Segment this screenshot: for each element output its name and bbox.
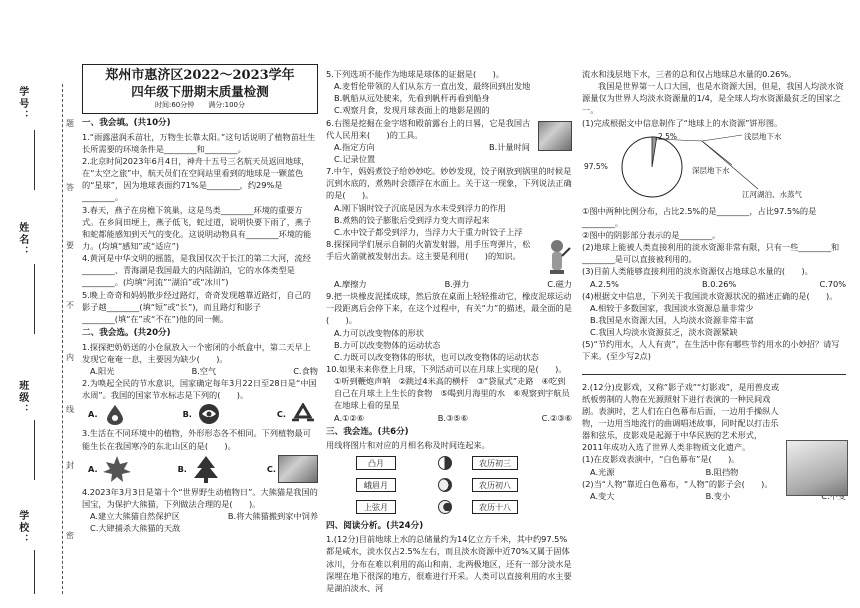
question[interactable]: 4.2023年3月3日是第十个“世界野生动植物日”。大熊猫是我国的国宝，为保护大熊猫，下列做法合理的是( )。 <box>82 486 318 509</box>
option[interactable]: B.我国是水资源大国，人均淡水资源非常丰富 <box>590 314 754 325</box>
question[interactable]: (1)在皮影戏表演中，“白色幕布”是( )。 <box>582 454 740 465</box>
sundial-photo <box>538 121 572 151</box>
seal-word: 要 <box>66 241 74 250</box>
option[interactable]: B.力可以改变物体的运动状态 <box>334 339 441 350</box>
moon-matching <box>326 454 572 518</box>
question[interactable]: 7.中午，妈妈煮饺子给妙妙吃。妙妙发现，饺子刚放到锅里的时候是沉到水底的，煮熟时会漂浮在水面上。关于这一现象，下列说法正确的是( )。 <box>326 166 572 201</box>
seal-word: 不 <box>66 301 74 310</box>
water-drop-logo-icon <box>100 403 130 425</box>
class-label: 班级： <box>16 380 28 416</box>
reading-passage: 流水和浅层地下水，三者的总和仅占地球总水量的0.26%。 <box>582 69 797 79</box>
pie-label: 2.5% <box>658 131 678 141</box>
question[interactable]: 1.“雨露滋润禾苗壮，万物生长靠太阳。”这句话说明了植物苗壮生长所需要的环境条件是________和________。 <box>82 131 316 154</box>
moon-phase-name[interactable]: 上弦月 <box>356 500 396 514</box>
exam-title-line2: 四年级下册期末质量检测 <box>131 84 269 99</box>
moon-phase-name[interactable]: 峨眉月 <box>356 478 396 492</box>
binding-strip <box>0 0 78 608</box>
rocket-launcher-girl-icon <box>542 238 572 278</box>
lunar-date[interactable]: 农历初八 <box>472 478 518 492</box>
maple-leaf-icon <box>100 454 134 484</box>
question[interactable]: 2.为唤起全民的节水意识，国家确定每年3月22日至28日是“中国水周”。我国的国家节水标志是下列的( )。 <box>82 378 317 401</box>
school-line[interactable] <box>34 550 35 594</box>
pie-label: 浅层地下水 <box>744 131 782 141</box>
answer-line[interactable] <box>582 363 846 375</box>
option[interactable]: B.空气 <box>191 365 217 376</box>
option[interactable]: A.指定方向 <box>334 141 375 152</box>
option[interactable]: A. <box>88 403 130 425</box>
reading-passage: 2.(12分)皮影戏，又称“影子戏”“灯影戏”，是用兽皮或纸板剪制的人物在光源照射下进行表演的一种民间戏剧。表演时，艺人们在白色幕布后面，一边用手操纵人物，一边用当地流行的曲调唱述故事，同时配以打击乐器和弦乐，皮影戏是起源于中华民族的艺术形式，2011年成功入选了世界人类非物质文化遗产。 <box>582 381 780 453</box>
options <box>326 278 572 290</box>
water-resource-pie-chart <box>582 131 846 203</box>
question[interactable]: 5.下列选项不能作为地球是球体的证据是( )。 <box>326 69 504 79</box>
image-options <box>82 403 318 425</box>
moon-phase-icon[interactable] <box>438 478 452 492</box>
seal-word: 封 <box>66 461 74 470</box>
option[interactable]: B.弹力 <box>444 278 470 289</box>
question[interactable]: 9.把一块橡皮泥揉成球，然后放在桌面上轻轻推动它，橡皮泥球运动一段距离后会停下来，在这个过程中，有关“力”的描述，最全面的是( )。 <box>326 291 572 326</box>
option[interactable]: C. <box>267 455 318 483</box>
section-heading: 二、我会选。(共20分) <box>82 327 171 338</box>
seal-word: 答 <box>66 183 74 192</box>
option[interactable]: C.②③⑥ <box>541 412 572 423</box>
option[interactable]: C.我国人均淡水资源贫乏，淡水资源紧缺 <box>590 327 738 338</box>
option[interactable]: B.将大熊猫搬到家中饲养 <box>227 510 318 521</box>
section-heading: 四、阅读分析。(共24分) <box>326 520 424 531</box>
lunar-date[interactable]: 农历初三 <box>472 456 518 470</box>
option[interactable]: C.大肆捕杀大熊猫的天敌 <box>90 523 181 534</box>
option[interactable]: B.③⑤⑥ <box>437 412 468 423</box>
column-3 <box>582 68 846 502</box>
option[interactable]: B.帆船从远处驶来，先看到帆杆再看到船身 <box>334 93 490 104</box>
option[interactable]: B. <box>178 454 223 484</box>
option[interactable]: C.水中饺子都受到浮力，当浮力大于重力时饺子上浮 <box>334 226 523 237</box>
image-options <box>82 454 318 484</box>
question[interactable]: ①图中两种比例分布，占比2.5%的是________，占比97.5%的是________。 <box>582 205 817 228</box>
reading-passage: 1.(12分)目前地球上水的总储量约为14亿立方千米，其中约97.5%都是咸水，淡水仅占2.5%左右，而且淡水资源中近70%又属于固体冰川，分布在难以利用的高山和南、北两极地区，还有一部分淡水是深埋在地下很深的地方，很难进行开采。人类可以直接利用的水主要是湖泊淡水、河 <box>326 534 572 593</box>
reading-passage: 我国是世界第一人口大国，也是水资源大国，但是，我国人均淡水资源量仅为世界人均淡水资源量的1/4，是全球人均水资源最贫乏的国家之一。 <box>582 81 844 116</box>
option[interactable]: A.光源 <box>590 466 615 477</box>
section-instruction: 用线将图片和对应的月相名称及时间连起来。 <box>326 440 490 451</box>
option[interactable]: A.建立大熊猫自然保护区 <box>90 510 180 521</box>
question[interactable]: 2.北京时间2023年6月4日，神舟十五号三名航天员返回地球，在“太空之旅”中，航天员们在空间站里看到的地球是一颗蓝色的“星球”，因为地球表面约71%是________，约29%是________。 <box>82 156 310 203</box>
option[interactable]: B.计量时间 <box>489 141 530 152</box>
seal-word: 内 <box>66 353 74 362</box>
option[interactable]: A.刚下锅时饺子沉底是因为水未受到浮力的作用 <box>334 202 506 213</box>
column-2 <box>326 68 572 594</box>
section-heading: 一、我会填。(共10分) <box>82 118 171 128</box>
lunar-date[interactable]: 农历十八 <box>472 500 518 514</box>
question[interactable]: (2)当“人物”靠近白色幕布，“人物”的影子会( )。 <box>582 478 773 489</box>
question[interactable]: 1.探探把奶奶送的小仓鼠放入一个密闭的小纸盒中，第二天早上发现它奄奄一息，主要因为缺少( )。 <box>82 341 311 364</box>
student-number-line[interactable] <box>34 130 35 190</box>
student-name-label: 姓名： <box>16 222 28 258</box>
moon-phase-name[interactable]: 凸月 <box>356 456 396 470</box>
seal-dashed-line <box>62 84 63 594</box>
option[interactable]: C.观察月食，发现月球表面上的地影是圆的 <box>334 105 490 116</box>
column-1 <box>82 64 318 534</box>
options <box>582 278 846 290</box>
option[interactable]: C.食物 <box>293 365 318 376</box>
pie-label: 深层地下水 <box>692 165 730 175</box>
question-activities: ①听到鞭炮声响 ②跳过4米高的横杆 ③“袋鼠式”走路 ④吃到自己在月球土上生长的食物 ⑤喝到月海里的水 ⑥观察到宇航员在地球上看的星星 <box>334 376 570 411</box>
options <box>82 365 318 377</box>
option[interactable]: B.阻挡物 <box>705 466 739 477</box>
student-number-label: 学号： <box>16 86 28 122</box>
question[interactable]: 3.生活在不同环境中的植物，外形形态各不相同。下列植物最可能生长在我国寒冷的东北山区的是( )。 <box>82 428 311 451</box>
seal-word: 密 <box>66 531 74 540</box>
question[interactable]: (2)地球上能被人类直接利用的淡水资源非常有限，只有一些________和________是可以直接被利用的。 <box>582 242 840 265</box>
question[interactable]: (4)根据文中信息，下列关于我国淡水资源状况的描述正确的是( )。 <box>582 290 838 301</box>
pine-tree-icon <box>189 454 223 484</box>
cactus-photo <box>278 455 318 483</box>
recycle-logo-icon <box>288 403 318 425</box>
options <box>326 141 534 153</box>
seal-word: 题 <box>66 119 74 128</box>
option[interactable]: A. <box>88 454 134 484</box>
option[interactable]: C.记录位置 <box>334 153 376 164</box>
question[interactable]: (5)“节约用水，人人有责”，在生活中你有哪些节约用水的小妙招？请写下来。(至少写2点) <box>582 339 840 362</box>
question[interactable]: 10.如果未来你登上月球，下列活动可以在月球上实现的是( )。 <box>326 363 567 374</box>
option[interactable]: B.0.26% <box>702 278 737 289</box>
moon-phase-icon[interactable] <box>438 456 452 470</box>
option[interactable]: B. <box>183 403 224 425</box>
option[interactable]: A.力可以改变物体的形状 <box>334 327 424 338</box>
question[interactable]: 3.春天，燕子在房檐下筑巢，这是鸟类________环境的重要方式。在乡间田埂上，燕子低飞，蛇过道，说明快要下雨了，燕子和蛇都能感知到天气的变化。这说明动物具有________环境的能力。(均填“感知”或“适应”) <box>82 204 312 251</box>
student-name-line[interactable] <box>34 264 35 334</box>
option[interactable]: A.阳光 <box>90 365 115 376</box>
pie-label: 江河湖泊、水蒸气 <box>742 189 802 199</box>
option[interactable]: A.相较于多数国家，我国淡水资源总量非常少 <box>590 302 754 313</box>
question[interactable]: ②图中的阴影部分表示的是________。 <box>582 229 721 240</box>
class-line[interactable] <box>34 420 35 480</box>
option[interactable]: C. <box>277 403 318 425</box>
question[interactable]: 6.右图是挖掘在金字塔和殿前露台上的日晷，它是我国古代人民用来( )的工具。 <box>326 117 531 140</box>
option[interactable]: A.变大 <box>590 490 615 501</box>
option[interactable]: A.2.5% <box>590 278 619 289</box>
section-heading: 三、我会连。(共6分) <box>326 426 409 437</box>
exam-title-box <box>82 64 318 114</box>
exam-title-line1: 郑州市惠济区2022～2023学年 <box>105 68 295 83</box>
exam-meta: 时间:60分钟 满分:100分 <box>155 101 245 109</box>
question[interactable]: 5.晚上奇奇和妈妈散步经过路灯，奇奇发现越靠近路灯，自己的影子越________(填“短”或“长”)，而且路灯和影子________(填“在”或“不在”)他的同一侧。 <box>82 289 311 324</box>
water-saving-logo-icon <box>194 403 224 425</box>
options <box>82 510 318 522</box>
options <box>326 412 572 424</box>
moon-phase-icon[interactable] <box>438 500 452 514</box>
option[interactable]: C.70% <box>819 278 846 289</box>
question[interactable]: (3)目前人类能够直接利用的淡水资源仅占地球总水量的( )。 <box>582 266 813 277</box>
option[interactable]: A.摩擦力 <box>334 278 367 289</box>
option[interactable]: C.力既可以改变物体的形状，也可以改变物体的运动状态 <box>334 351 539 362</box>
seal-word: 线 <box>66 405 74 414</box>
option[interactable]: A.①②⑥ <box>334 412 365 423</box>
option[interactable]: B.变小 <box>705 490 731 501</box>
option[interactable]: A.麦哲伦带领的人们从东方一直出发，最终回到出发地 <box>334 81 531 92</box>
question[interactable]: 4.黄河是中华文明的摇篮，是我国仅次于长江的第二大河，流经________、青海湖是我国最大的内陆湖泊，它的水体类型是________。(均填“河流”“湖泊”或“冰川”) <box>82 253 311 288</box>
question[interactable]: 8.探探同学们展示自制的火箭发射器，用手压弯弹片，松手后火箭就被发射出去。这主要是利用( )的知识。 <box>326 238 531 262</box>
option[interactable]: C.磁力 <box>547 278 572 289</box>
school-label: 学校： <box>16 510 28 546</box>
question[interactable]: (1)完成根据文中信息制作了“地球上的水资源”饼形图。 <box>582 117 783 128</box>
option[interactable]: B.煮熟的饺子膨胀后受到浮力变大而浮起来 <box>334 214 490 225</box>
pie-label: 97.5% <box>584 161 608 171</box>
shadow-puppet-photo <box>786 440 848 496</box>
